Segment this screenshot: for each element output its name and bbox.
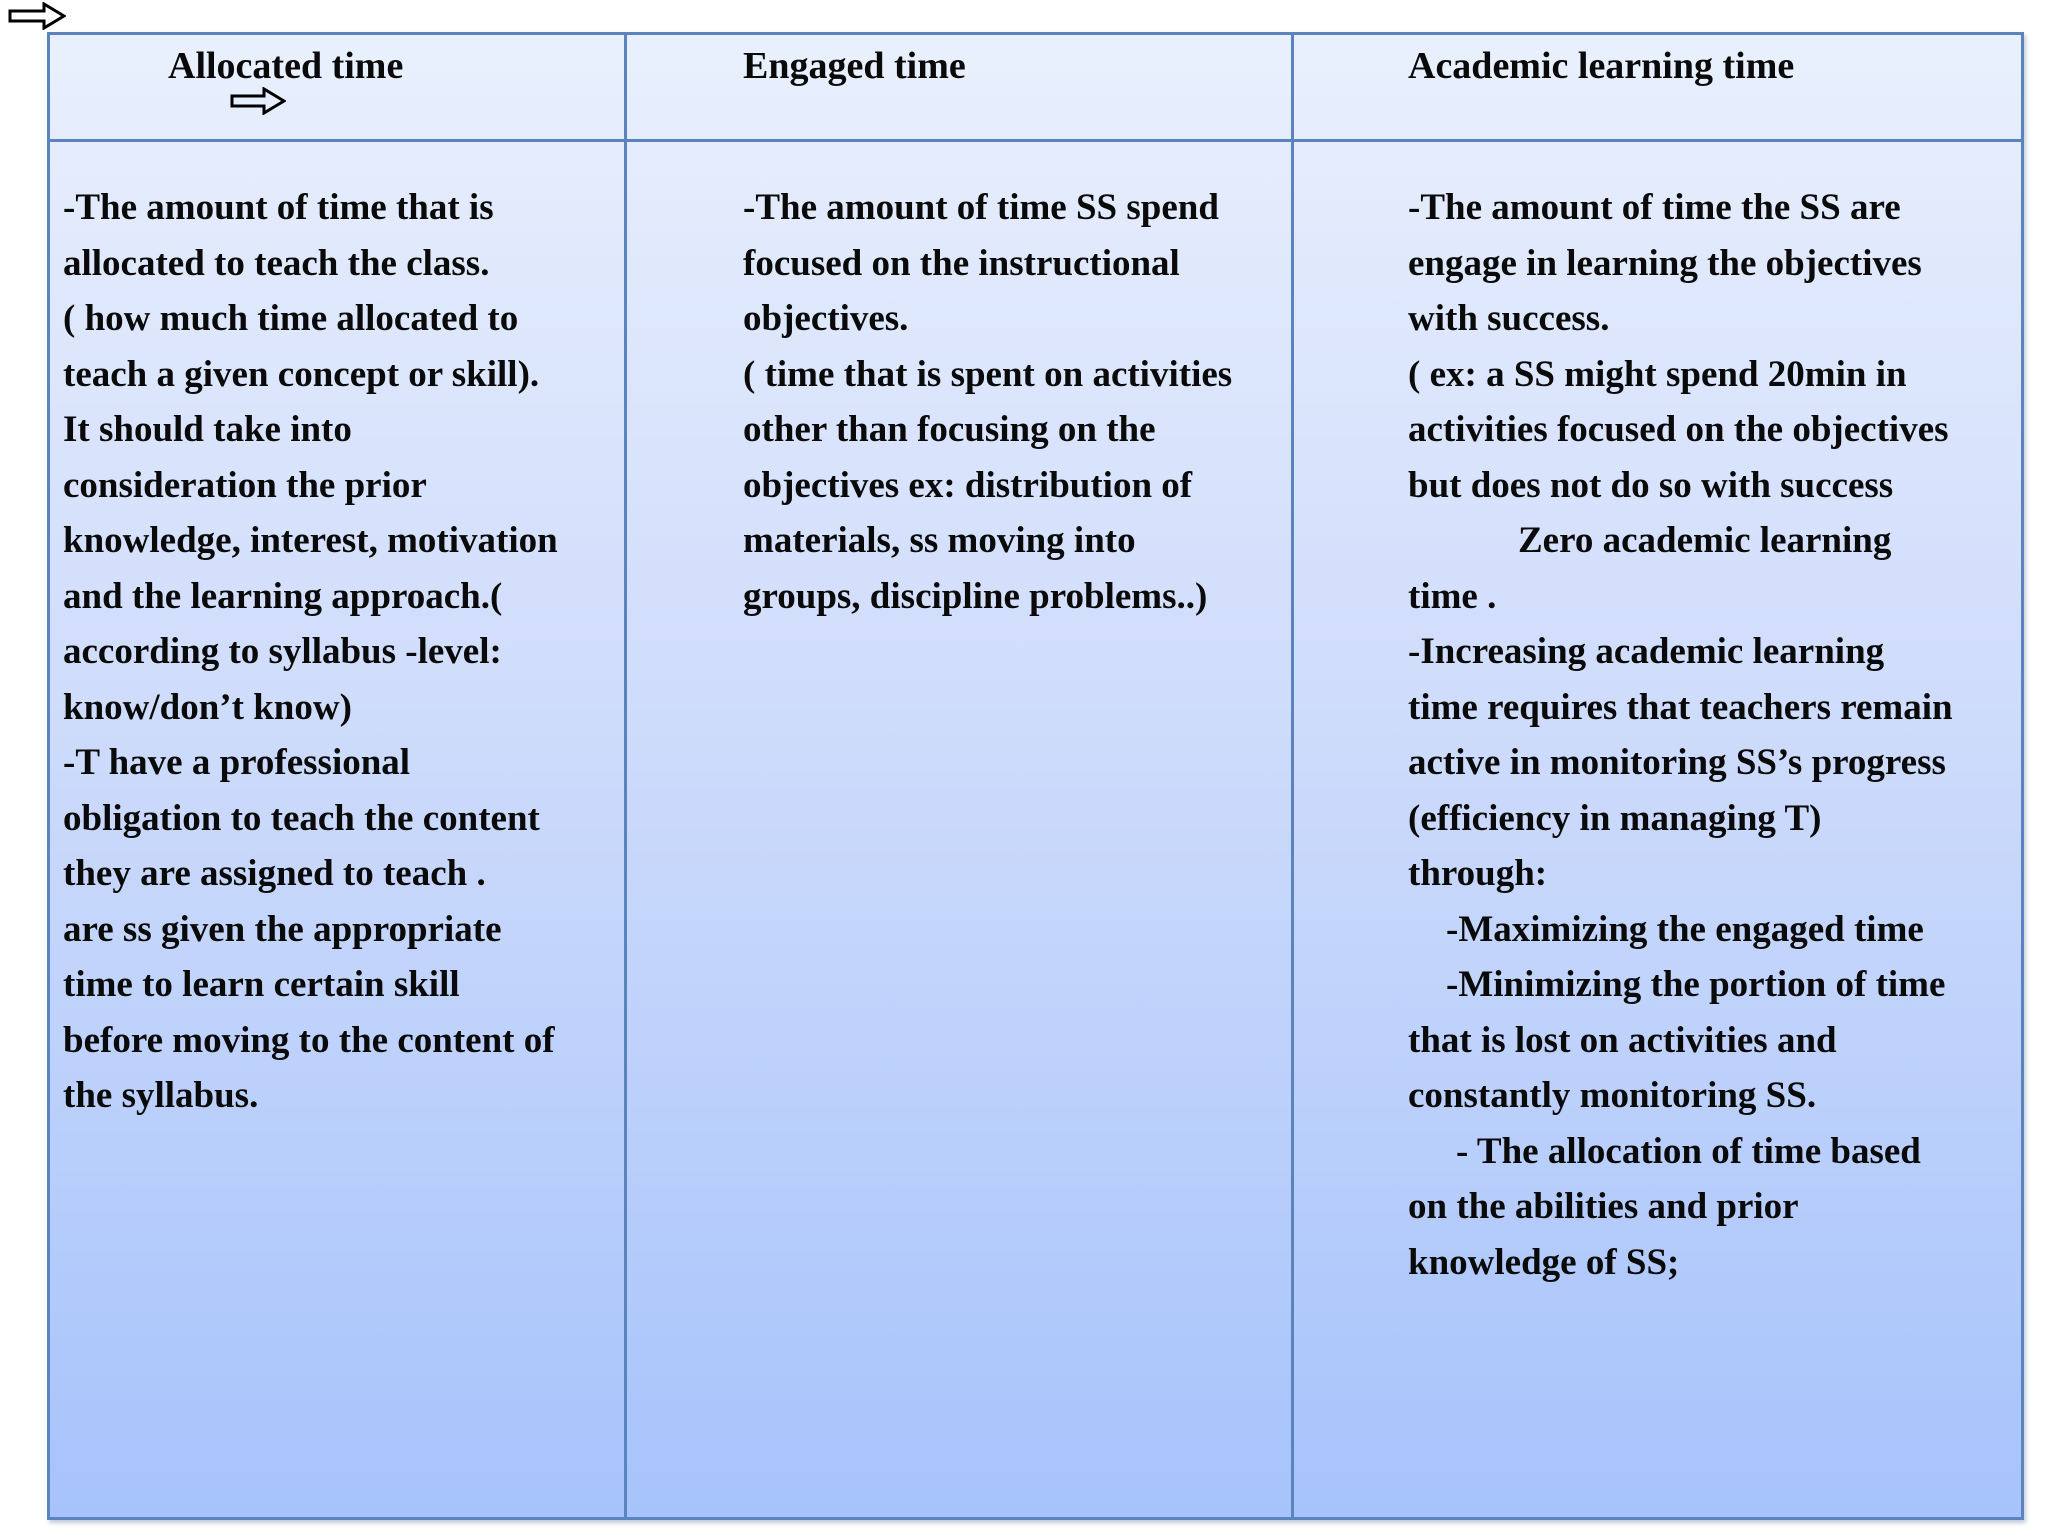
text-line: objectives.	[743, 298, 909, 339]
text-line: (efficiency in managing T)	[1408, 797, 1822, 839]
column-divider	[624, 35, 627, 1517]
text-line: they are assigned to teach .	[63, 853, 486, 894]
column-body-allocated-time	[63, 180, 558, 1124]
text-line: -Maximizing the engaged time	[1446, 908, 1924, 950]
text-line: consideration the prior	[63, 464, 427, 506]
text-line: focused on the instructional	[743, 242, 1180, 284]
text-line: but does not do so with success	[1408, 464, 1894, 506]
right-arrow-icon	[8, 2, 66, 30]
text-line: -Increasing academic learning	[1408, 631, 1885, 672]
right-arrow-icon	[230, 87, 286, 115]
comparison-table	[47, 32, 2024, 1520]
header-divider	[50, 139, 2021, 142]
text-line: know/don’t know)	[63, 686, 352, 728]
text-line: are ss given the appropriate	[63, 908, 502, 950]
text-line: -The amount of time the SS are	[1408, 187, 1901, 228]
text-line: time requires that teachers remain	[1408, 686, 1953, 728]
text-line: -The amount of time SS spend	[743, 187, 1219, 228]
text-line: - The allocation of time based	[1456, 1130, 1921, 1172]
text-line: objectives ex: distribution of	[743, 464, 1193, 506]
text-line: materials, ss moving into	[743, 520, 1136, 561]
text-line: and the learning approach.(	[63, 575, 503, 617]
text-line: Zero academic learning	[1518, 520, 1892, 561]
text-line: active in monitoring SS’s progress	[1408, 742, 1946, 783]
text-line: engage in learning the objectives	[1408, 242, 1922, 284]
text-line: ( ex: a SS might spend 20min in	[1408, 353, 1907, 395]
text-line: through:	[1408, 853, 1548, 894]
text-line: on the abilities and prior	[1408, 1186, 1799, 1227]
text-line: that is lost on activities and	[1408, 1019, 1837, 1061]
text-line: allocated to teach the class.	[63, 242, 490, 284]
text-line: time .	[1408, 575, 1497, 617]
text-line: ( time that is spent on activities	[743, 353, 1233, 395]
text-line: knowledge of SS;	[1408, 1241, 1680, 1283]
text-line: according to syllabus -level:	[63, 631, 502, 672]
text-line: time to learn certain skill	[63, 964, 460, 1005]
text-line: the syllabus.	[63, 1075, 259, 1116]
text-line: It should take into	[63, 409, 352, 450]
text-line: -The amount of time that is	[63, 187, 494, 228]
text-line: -Minimizing the portion of time	[1446, 964, 1946, 1005]
text-line: obligation to teach the content	[63, 797, 540, 839]
text-line: other than focusing on the	[743, 409, 1156, 450]
text-line: groups, discipline problems..)	[743, 575, 1208, 617]
column-header-academic-learning-time: Academic learning time	[1408, 45, 1795, 87]
column-body-engaged-time	[743, 180, 1232, 624]
text-line: ( how much time allocated to	[63, 298, 519, 339]
text-line: activities focused on the objectives	[1408, 409, 1949, 450]
text-line: -T have a professional	[63, 742, 411, 783]
text-line: teach a given concept or skill).	[63, 353, 540, 395]
column-body-academic-learning-time	[1408, 180, 1953, 1290]
text-line: with success.	[1408, 298, 1610, 339]
text-line: before moving to the content of	[63, 1019, 555, 1061]
column-header-allocated-time: Allocated time	[168, 45, 404, 87]
column-header-engaged-time: Engaged time	[743, 45, 966, 87]
text-line: knowledge, interest, motivation	[63, 520, 558, 561]
text-line: constantly monitoring SS.	[1408, 1075, 1817, 1116]
column-divider	[1291, 35, 1294, 1517]
